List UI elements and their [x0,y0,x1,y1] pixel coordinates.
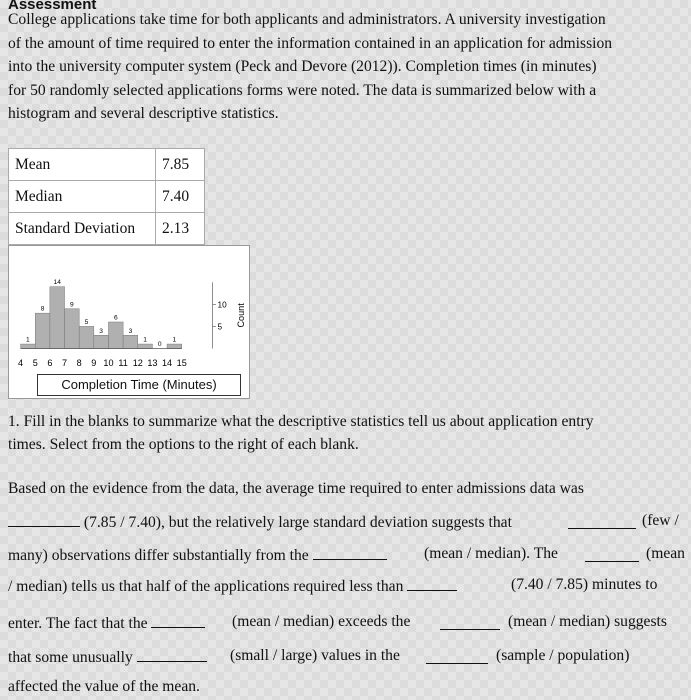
options-text: (mean [646,545,685,562]
options-text: (mean / median). The [424,545,558,562]
blank-average-time[interactable] [8,512,80,527]
bar-count-label: 1 [172,336,177,344]
histogram-bar [123,335,138,348]
blank-half-less-than[interactable] [407,576,457,591]
intro-line: College applications take time for both applicants and administrators. A university investigation [8,11,606,28]
histogram-bar [79,326,94,348]
intro-line: of the amount of time required to enter the information contained in an application for admission [8,34,613,52]
x-tick-label: 11 [118,357,128,368]
bar-count-label: 1 [143,336,147,344]
table-row [9,213,205,245]
bar-count-label: 6 [113,314,118,322]
bar-count-label: 5 [84,318,89,326]
paragraph-line [8,647,207,667]
bar-count-label: 3 [128,327,133,335]
x-tick-label: 8 [76,357,82,368]
options-text: (mean / median) exceeds the [232,613,411,630]
stat-label: Mean [9,149,156,181]
options-text: (7.40 / 7.85) minutes to [511,576,658,593]
intro-paragraph [8,8,683,126]
histogram-bar [108,322,123,348]
options-text: (sample / population) [496,647,630,664]
x-tick-label: 5 [32,357,38,368]
histogram-bar [21,344,36,348]
table-row [9,181,205,213]
paragraph-text: / median) tells us that half of the applications required less than [8,578,404,595]
blank-mean-median-3[interactable] [151,613,205,628]
x-tick-label: 12 [132,357,143,368]
intro-line: into the university computer system (Peck and Devore (2012)). Completion times (in minutes) [8,58,597,75]
blank-sample-population[interactable] [426,649,488,664]
paragraph-text: enter. The fact that the [8,615,148,632]
stat-label: Median [9,181,156,213]
x-tick-label: 15 [176,357,187,368]
paragraph-text: that some unusually [8,649,133,666]
y-axis-label: Count [236,303,247,328]
stat-value: 2.13 [156,213,205,245]
x-tick-label: 7 [61,357,68,368]
paragraph-line [8,545,387,565]
bar-count-label: 3 [99,327,103,335]
histogram-bar [94,335,109,348]
descriptive-stats-table [8,148,205,245]
bar-count-label: 8 [40,305,45,313]
y-tick-label: 10 [217,300,227,310]
x-tick-label: 10 [103,357,114,368]
histogram-bar [35,313,50,348]
histogram-bar [167,344,182,348]
bar-count-label: 9 [70,301,74,309]
paragraph-text: many) observations differ substantially from the [8,547,309,564]
stat-value: 7.85 [156,149,205,181]
bar-count-label: 1 [26,336,30,344]
blank-mean-median-2[interactable] [585,547,639,562]
blank-mean-median-4[interactable] [440,615,500,630]
question-line: times. Select from the options to the right of each blank. [8,436,359,453]
histogram-bar [138,344,153,348]
histogram-x-axis-label: Completion Time (Minutes) [37,374,241,396]
histogram-bar [65,309,80,349]
paragraph-line: Based on the evidence from the data, the average time required to enter admissions data was [8,480,584,497]
bar-count-label: 14 [53,279,61,287]
blank-mean-median-1[interactable] [313,545,387,560]
stat-label: Standard Deviation [9,213,156,245]
y-tick-label: 5 [217,322,223,332]
stat-value: 7.40 [156,181,205,213]
x-tick-label: 9 [91,357,97,368]
paragraph-line: affected the value of the mean. [8,678,200,695]
histogram-bar [50,287,65,349]
options-text: (7.85 / 7.40), but the relatively large standard deviation suggests that [83,514,512,531]
options-text: (few / [642,512,679,529]
paragraph-line [8,576,457,596]
bar-count-label: 0 [157,341,162,348]
blank-few-many[interactable] [568,514,636,529]
blank-small-large[interactable] [137,647,207,662]
x-tick-label: 13 [147,357,158,368]
x-tick-label: 4 [18,357,24,368]
question-line: 1. Fill in the blanks to summarize what the descriptive statistics tell us about application entry [8,413,594,430]
x-tick-label: 14 [162,357,173,368]
assessment-heading: Assessment [8,0,97,13]
paragraph-line [8,613,205,633]
options-text: (small / large) values in the [230,647,400,664]
paragraph-line [8,512,512,532]
intro-line: for 50 randomly selected applications forms were noted. The data is summarized below with a [8,81,597,99]
question-text [8,410,683,456]
table-row [9,149,205,181]
options-text: (mean / median) suggests [508,613,667,630]
intro-line: histogram and several descriptive statistics. [8,105,279,122]
x-tick-label: 6 [47,357,53,368]
